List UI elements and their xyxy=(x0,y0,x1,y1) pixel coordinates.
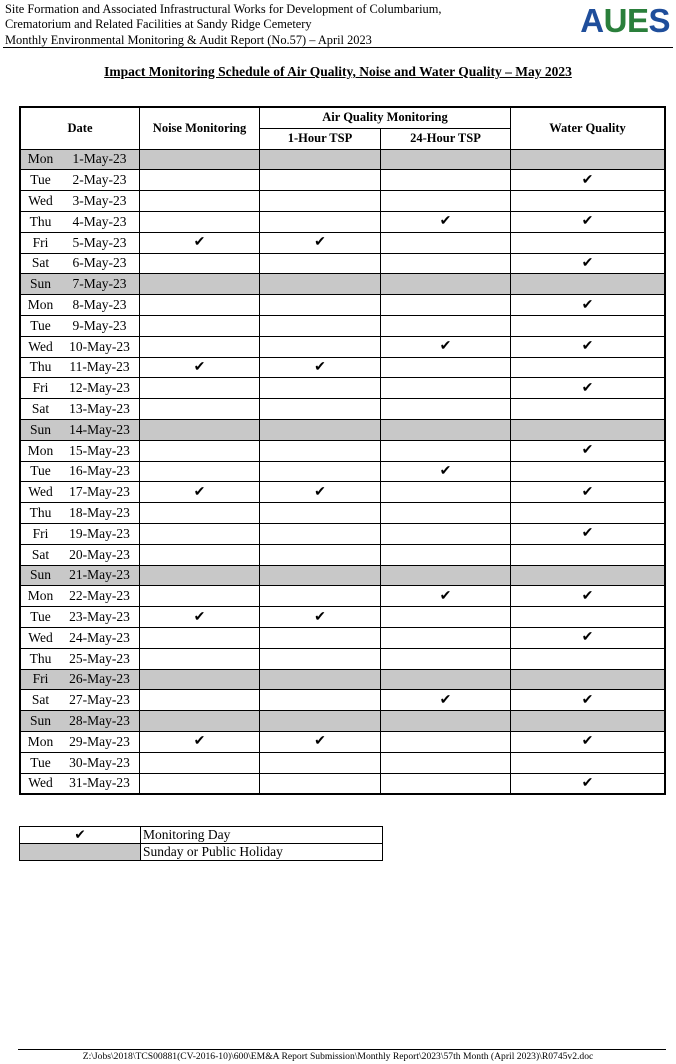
tsp1-cell xyxy=(260,669,381,690)
tsp24-cell xyxy=(381,295,511,316)
check-icon: ✔ xyxy=(511,170,666,191)
header-line-3: Monthly Environmental Monitoring & Audit Report (No.57) – April 2023 xyxy=(5,32,372,47)
day-cell: Fri xyxy=(20,378,60,399)
date-cell: 3-May-23 xyxy=(60,191,140,212)
check-icon: ✔ xyxy=(260,357,381,378)
noise-cell xyxy=(140,565,260,586)
footer-divider xyxy=(18,1049,666,1050)
check-icon: ✔ xyxy=(140,607,260,628)
legend-monitoring-day: Monitoring Day xyxy=(141,827,383,844)
tsp1-cell xyxy=(260,315,381,336)
tsp1-cell xyxy=(260,586,381,607)
water-cell xyxy=(511,565,666,586)
tsp24-cell xyxy=(381,357,511,378)
date-cell: 31-May-23 xyxy=(60,773,140,794)
header-line-2: Crematorium and Related Facilities at Sandy Ridge Cemetery xyxy=(5,17,312,32)
check-icon: ✔ xyxy=(511,523,666,544)
noise-header: Noise Monitoring xyxy=(140,107,260,149)
day-cell: Mon xyxy=(20,440,60,461)
table-row xyxy=(20,399,665,420)
date-cell: 17-May-23 xyxy=(60,482,140,503)
date-cell: 9-May-23 xyxy=(60,315,140,336)
noise-cell xyxy=(140,295,260,316)
tsp24-cell xyxy=(381,731,511,752)
day-cell: Fri xyxy=(20,523,60,544)
date-cell: 21-May-23 xyxy=(60,565,140,586)
check-icon: ✔ xyxy=(511,773,666,794)
tsp24-cell xyxy=(381,419,511,440)
logo-letter-e: E xyxy=(626,2,649,39)
water-cell xyxy=(511,503,666,524)
check-icon: ✔ xyxy=(511,211,666,232)
tsp24-cell xyxy=(381,669,511,690)
noise-cell xyxy=(140,627,260,648)
table-row xyxy=(20,440,665,461)
date-cell: 25-May-23 xyxy=(60,648,140,669)
noise-cell xyxy=(140,378,260,399)
table-row xyxy=(20,752,665,773)
tsp24-cell xyxy=(381,149,511,170)
tsp1-cell xyxy=(260,440,381,461)
day-cell: Thu xyxy=(20,211,60,232)
tsp1-cell xyxy=(260,295,381,316)
table-row xyxy=(20,523,665,544)
tsp24-cell xyxy=(381,523,511,544)
day-cell: Sat xyxy=(20,399,60,420)
day-cell: Mon xyxy=(20,731,60,752)
day-cell: Fri xyxy=(20,669,60,690)
noise-cell xyxy=(140,544,260,565)
date-cell: 29-May-23 xyxy=(60,731,140,752)
date-cell: 10-May-23 xyxy=(60,336,140,357)
tsp1-cell xyxy=(260,191,381,212)
noise-cell xyxy=(140,399,260,420)
day-cell: Wed xyxy=(20,336,60,357)
day-cell: Fri xyxy=(20,232,60,253)
water-quality-header: Water Quality xyxy=(511,107,666,149)
water-cell xyxy=(511,149,666,170)
date-cell: 27-May-23 xyxy=(60,690,140,711)
noise-cell xyxy=(140,211,260,232)
tsp1-cell xyxy=(260,711,381,732)
check-icon: ✔ xyxy=(260,482,381,503)
table-row xyxy=(20,274,665,295)
tsp24-cell xyxy=(381,191,511,212)
table-row xyxy=(20,773,665,794)
legend-check-icon: ✔ xyxy=(20,827,141,844)
water-cell xyxy=(511,274,666,295)
date-cell: 15-May-23 xyxy=(60,440,140,461)
day-cell: Wed xyxy=(20,627,60,648)
day-cell: Thu xyxy=(20,648,60,669)
table-row xyxy=(20,544,665,565)
noise-cell xyxy=(140,648,260,669)
header-line-1: Site Formation and Associated Infrastructural Works for Development of Columbarium, xyxy=(5,2,442,16)
water-cell xyxy=(511,461,666,482)
tsp1-cell xyxy=(260,149,381,170)
date-cell: 8-May-23 xyxy=(60,295,140,316)
day-cell: Thu xyxy=(20,503,60,524)
date-header: Date xyxy=(20,107,140,149)
date-cell: 16-May-23 xyxy=(60,461,140,482)
day-cell: Sun xyxy=(20,711,60,732)
tsp24-cell xyxy=(381,607,511,628)
check-icon: ✔ xyxy=(260,731,381,752)
tsp24-cell xyxy=(381,274,511,295)
day-cell: Mon xyxy=(20,586,60,607)
check-icon: ✔ xyxy=(381,461,511,482)
check-icon: ✔ xyxy=(260,232,381,253)
noise-cell xyxy=(140,773,260,794)
table-row xyxy=(20,607,665,628)
water-cell xyxy=(511,191,666,212)
tsp24-cell xyxy=(381,503,511,524)
date-cell: 23-May-23 xyxy=(60,607,140,628)
day-cell: Wed xyxy=(20,482,60,503)
tsp1-cell xyxy=(260,399,381,420)
tsp-24hour-header: 24-Hour TSP xyxy=(381,128,511,149)
table-row xyxy=(20,586,665,607)
logo-letter-a: A xyxy=(580,2,604,39)
day-cell: Sat xyxy=(20,544,60,565)
table-row xyxy=(20,232,665,253)
table-row xyxy=(20,669,665,690)
check-icon: ✔ xyxy=(511,482,666,503)
tsp1-cell xyxy=(260,461,381,482)
table-row xyxy=(20,211,665,232)
tsp24-cell xyxy=(381,711,511,732)
noise-cell xyxy=(140,690,260,711)
tsp24-cell xyxy=(381,170,511,191)
water-cell xyxy=(511,648,666,669)
tsp1-cell xyxy=(260,523,381,544)
table-row xyxy=(20,627,665,648)
tsp1-cell xyxy=(260,773,381,794)
day-cell: Tue xyxy=(20,315,60,336)
tsp24-cell xyxy=(381,648,511,669)
day-cell: Tue xyxy=(20,170,60,191)
day-cell: Sun xyxy=(20,419,60,440)
legend-holiday: Sunday or Public Holiday xyxy=(141,844,383,861)
date-cell: 22-May-23 xyxy=(60,586,140,607)
date-cell: 24-May-23 xyxy=(60,627,140,648)
date-cell: 28-May-23 xyxy=(60,711,140,732)
date-cell: 6-May-23 xyxy=(60,253,140,274)
check-icon: ✔ xyxy=(381,211,511,232)
day-cell: Tue xyxy=(20,752,60,773)
air-quality-header: Air Quality Monitoring xyxy=(260,107,511,128)
date-cell: 20-May-23 xyxy=(60,544,140,565)
table-row xyxy=(20,191,665,212)
table-row xyxy=(20,253,665,274)
day-cell: Sun xyxy=(20,274,60,295)
noise-cell xyxy=(140,503,260,524)
noise-cell xyxy=(140,149,260,170)
noise-cell xyxy=(140,253,260,274)
water-cell xyxy=(511,399,666,420)
table-row xyxy=(20,336,665,357)
check-icon: ✔ xyxy=(511,440,666,461)
tsp1-cell xyxy=(260,690,381,711)
noise-cell xyxy=(140,461,260,482)
date-cell: 12-May-23 xyxy=(60,378,140,399)
water-cell xyxy=(511,419,666,440)
legend-shade-swatch xyxy=(20,844,141,861)
tsp24-cell xyxy=(381,253,511,274)
noise-cell xyxy=(140,440,260,461)
noise-cell xyxy=(140,274,260,295)
tsp1-cell xyxy=(260,274,381,295)
noise-cell xyxy=(140,752,260,773)
file-path-footer: Z:\Jobs\2018\TCS00881(CV-2016-10)\600\EM&A Report Submission\Monthly Report\2023\57th Month (April 2023)\R0745v2.doc xyxy=(82,1051,594,1062)
tsp24-cell xyxy=(381,752,511,773)
day-cell: Wed xyxy=(20,773,60,794)
tsp1-cell xyxy=(260,544,381,565)
check-icon: ✔ xyxy=(140,232,260,253)
day-cell: Mon xyxy=(20,295,60,316)
water-cell xyxy=(511,357,666,378)
check-icon: ✔ xyxy=(140,482,260,503)
tsp24-cell xyxy=(381,482,511,503)
day-cell: Sat xyxy=(20,690,60,711)
tsp24-cell xyxy=(381,315,511,336)
tsp1-cell xyxy=(260,419,381,440)
check-icon: ✔ xyxy=(381,336,511,357)
day-cell: Tue xyxy=(20,461,60,482)
tsp24-cell xyxy=(381,378,511,399)
table-row xyxy=(20,149,665,170)
check-icon: ✔ xyxy=(260,607,381,628)
header-divider xyxy=(3,47,673,48)
day-cell: Tue xyxy=(20,607,60,628)
noise-cell xyxy=(140,669,260,690)
day-cell: Wed xyxy=(20,191,60,212)
tsp24-cell xyxy=(381,627,511,648)
water-cell xyxy=(511,315,666,336)
check-icon: ✔ xyxy=(511,378,666,399)
date-cell: 19-May-23 xyxy=(60,523,140,544)
date-cell: 11-May-23 xyxy=(60,357,140,378)
water-cell xyxy=(511,752,666,773)
tsp1-cell xyxy=(260,170,381,191)
table-row xyxy=(20,378,665,399)
tsp24-cell xyxy=(381,232,511,253)
schedule-body xyxy=(20,149,665,794)
aues-logo xyxy=(580,3,670,39)
tsp1-cell xyxy=(260,752,381,773)
tsp24-cell xyxy=(381,544,511,565)
tsp1-cell xyxy=(260,378,381,399)
day-cell: Sun xyxy=(20,565,60,586)
noise-cell xyxy=(140,170,260,191)
date-cell: 18-May-23 xyxy=(60,503,140,524)
noise-cell xyxy=(140,315,260,336)
logo-letter-s: S xyxy=(648,2,670,39)
check-icon: ✔ xyxy=(381,586,511,607)
tsp1-cell xyxy=(260,565,381,586)
table-row xyxy=(20,565,665,586)
day-cell: Thu xyxy=(20,357,60,378)
date-cell: 26-May-23 xyxy=(60,669,140,690)
day-cell: Mon xyxy=(20,149,60,170)
tsp1-cell xyxy=(260,336,381,357)
check-icon: ✔ xyxy=(140,731,260,752)
tsp1-cell xyxy=(260,648,381,669)
logo-letter-u: U xyxy=(603,2,627,39)
tsp1-cell xyxy=(260,627,381,648)
monitoring-schedule-table xyxy=(19,106,666,795)
water-cell xyxy=(511,544,666,565)
date-cell: 2-May-23 xyxy=(60,170,140,191)
noise-cell xyxy=(140,586,260,607)
noise-cell xyxy=(140,523,260,544)
table-row xyxy=(20,503,665,524)
date-cell: 30-May-23 xyxy=(60,752,140,773)
tsp24-cell xyxy=(381,565,511,586)
date-cell: 5-May-23 xyxy=(60,232,140,253)
table-row xyxy=(20,295,665,316)
water-cell xyxy=(511,711,666,732)
check-icon: ✔ xyxy=(511,586,666,607)
tsp24-cell xyxy=(381,399,511,420)
table-row xyxy=(20,731,665,752)
tsp1-cell xyxy=(260,253,381,274)
water-cell xyxy=(511,669,666,690)
tsp1-cell xyxy=(260,211,381,232)
date-cell: 7-May-23 xyxy=(60,274,140,295)
check-icon: ✔ xyxy=(511,336,666,357)
table-row xyxy=(20,482,665,503)
date-cell: 4-May-23 xyxy=(60,211,140,232)
date-cell: 1-May-23 xyxy=(60,149,140,170)
check-icon: ✔ xyxy=(511,627,666,648)
date-cell: 13-May-23 xyxy=(60,399,140,420)
tsp-1hour-header: 1-Hour TSP xyxy=(260,128,381,149)
legend-table xyxy=(19,826,383,861)
tsp24-cell xyxy=(381,773,511,794)
table-row xyxy=(20,357,665,378)
date-cell: 14-May-23 xyxy=(60,419,140,440)
noise-cell xyxy=(140,711,260,732)
page-title: Impact Monitoring Schedule of Air Quality, Noise and Water Quality – May 2023 xyxy=(104,64,572,79)
table-row xyxy=(20,461,665,482)
check-icon: ✔ xyxy=(511,731,666,752)
check-icon: ✔ xyxy=(511,690,666,711)
table-row xyxy=(20,648,665,669)
water-cell xyxy=(511,232,666,253)
report-header xyxy=(5,2,670,48)
table-row xyxy=(20,170,665,191)
table-row xyxy=(20,315,665,336)
table-row xyxy=(20,690,665,711)
table-row xyxy=(20,419,665,440)
check-icon: ✔ xyxy=(511,295,666,316)
noise-cell xyxy=(140,336,260,357)
tsp1-cell xyxy=(260,503,381,524)
check-icon: ✔ xyxy=(140,357,260,378)
tsp24-cell xyxy=(381,440,511,461)
check-icon: ✔ xyxy=(381,690,511,711)
table-row xyxy=(20,711,665,732)
check-icon: ✔ xyxy=(511,253,666,274)
noise-cell xyxy=(140,191,260,212)
day-cell: Sat xyxy=(20,253,60,274)
noise-cell xyxy=(140,419,260,440)
water-cell xyxy=(511,607,666,628)
